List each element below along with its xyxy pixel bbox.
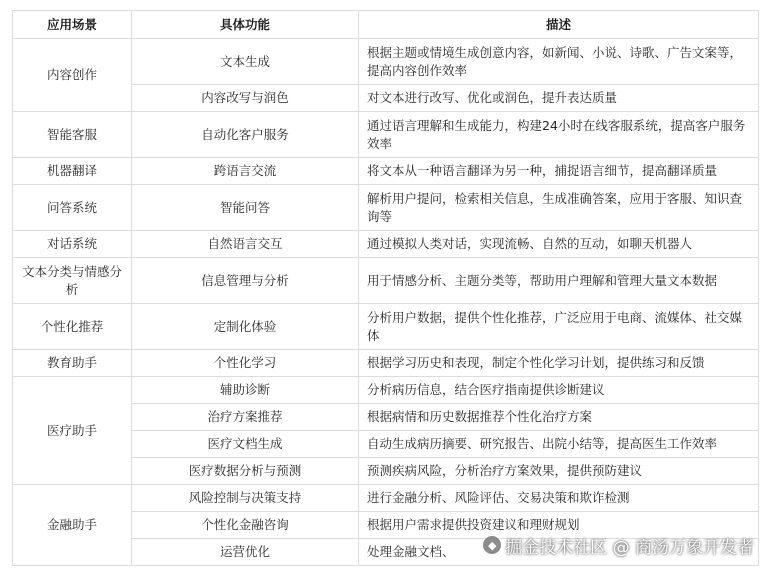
function-cell: 自然语言交互	[132, 231, 359, 258]
description-cell: 用于情感分析、主题分类等，帮助用户理解和管理大量文本数据	[359, 258, 759, 304]
function-cell: 个性化学习	[132, 350, 359, 377]
scenario-cell: 个性化推荐	[13, 304, 132, 350]
description-cell: 处理金融文档、	[359, 539, 759, 566]
description-cell: 进行金融分析、风险评估、交易决策和欺诈检测	[359, 485, 759, 512]
header-function: 具体功能	[132, 11, 359, 39]
table-row	[13, 112, 759, 158]
table-row	[13, 350, 759, 377]
description-cell: 解析用户提问，检索相关信息，生成准确答案，应用于客服、知识查询等	[359, 185, 759, 231]
description-cell: 自动生成病历摘要、研究报告、出院小结等，提高医生工作效率	[359, 431, 759, 458]
scenario-cell: 医疗助手	[13, 377, 132, 485]
scenario-cell: 文本分类与情感分析	[13, 258, 132, 304]
description-cell: 对文本进行改写、优化或润色，提升表达质量	[359, 85, 759, 112]
description-cell: 分析用户数据，提供个性化推荐，广泛应用于电商、流媒体、社交媒体	[359, 304, 759, 350]
table-row	[13, 185, 759, 231]
scenario-cell: 机器翻译	[13, 158, 132, 185]
table-row	[13, 258, 759, 304]
header-description: 描述	[359, 11, 759, 39]
description-cell: 根据主题或情境生成创意内容，如新闻、小说、诗歌、广告文案等，提高内容创作效率	[359, 39, 759, 85]
scenario-cell: 问答系统	[13, 185, 132, 231]
table-row	[13, 39, 759, 85]
scenario-cell: 智能客服	[13, 112, 132, 158]
watermark	[483, 533, 754, 557]
description-cell: 通过模拟人类对话，实现流畅、自然的互动，如聊天机器人	[359, 231, 759, 258]
function-cell: 医疗数据分析与预测	[132, 458, 359, 485]
juejin-logo-icon: ◆	[483, 536, 501, 554]
watermark-text: 掘金技术社区 @ 商汤万象开发者	[505, 537, 754, 558]
function-cell: 自动化客户服务	[132, 112, 359, 158]
description-cell: 通过语言理解和生成能力，构建24小时在线客服系统，提高客户服务效率	[359, 112, 759, 158]
function-cell: 运营优化	[132, 539, 359, 566]
header-row	[13, 11, 759, 39]
scenario-cell: 对话系统	[13, 231, 132, 258]
description-cell: 分析病历信息，结合医疗指南提供诊断建议	[359, 377, 759, 404]
table-row	[13, 377, 759, 404]
function-cell: 医疗文档生成	[132, 431, 359, 458]
function-cell: 信息管理与分析	[132, 258, 359, 304]
description-cell: 根据学习历史和表现，制定个性化学习计划，提供练习和反馈	[359, 350, 759, 377]
table-row	[13, 231, 759, 258]
function-cell: 个性化金融咨询	[132, 512, 359, 539]
table-row	[13, 304, 759, 350]
function-cell: 内容改写与润色	[132, 85, 359, 112]
function-cell: 风险控制与决策支持	[132, 485, 359, 512]
description-cell: 根据用户需求提供投资建议和理财规划	[359, 512, 759, 539]
function-cell: 治疗方案推荐	[132, 404, 359, 431]
description-cell: 将文本从一种语言翻译为另一种，捕捉语言细节，提高翻译质量	[359, 158, 759, 185]
function-cell: 文本生成	[132, 39, 359, 85]
table-row	[13, 158, 759, 185]
function-cell: 定制化体验	[132, 304, 359, 350]
scenario-cell: 金融助手	[13, 485, 132, 566]
function-cell: 智能问答	[132, 185, 359, 231]
table-row	[13, 485, 759, 512]
function-cell: 辅助诊断	[132, 377, 359, 404]
scenario-cell: 内容创作	[13, 39, 132, 112]
applications-table	[12, 10, 759, 566]
header-scenario: 应用场景	[13, 11, 132, 39]
scenario-cell: 教育助手	[13, 350, 132, 377]
function-cell: 跨语言交流	[132, 158, 359, 185]
description-cell: 预测疾病风险，分析治疗方案效果，提供预防建议	[359, 458, 759, 485]
description-cell: 根据病情和历史数据推荐个性化治疗方案	[359, 404, 759, 431]
